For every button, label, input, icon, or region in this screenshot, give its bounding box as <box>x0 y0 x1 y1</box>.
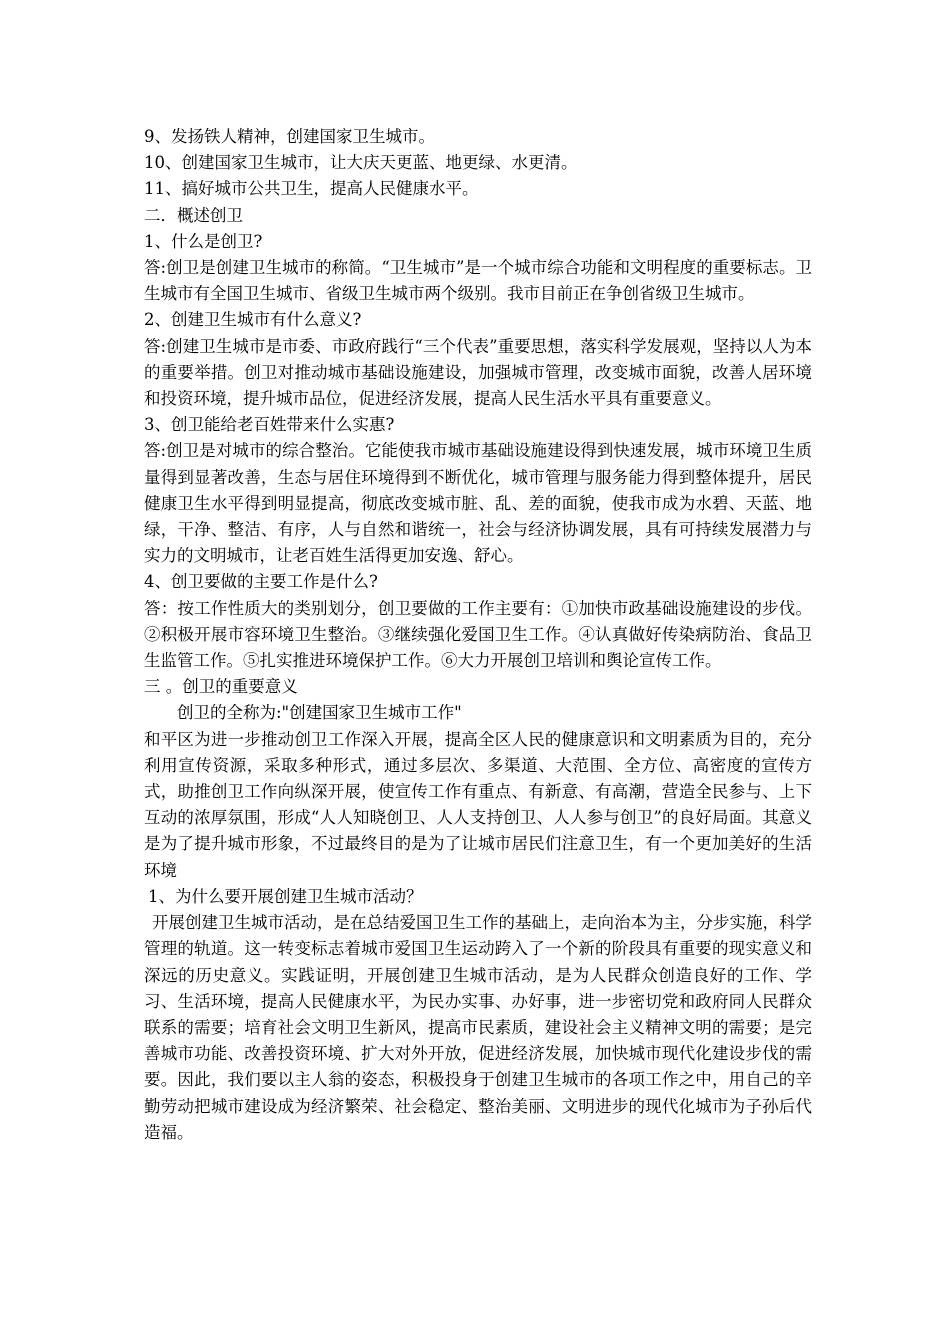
section-2-title: 二．概述创卫 <box>144 205 243 225</box>
section-3-title: 三 。创卫的重要意义 <box>144 677 298 697</box>
slogan-9: 9、发扬铁人精神，创建国家卫生城市。 <box>144 127 435 146</box>
slogan-11: 11、搞好城市公共卫生，提高人民健康水平。 <box>144 179 479 199</box>
slogan-10: 10、创建国家卫生城市，让大庆天更蓝、地更绿、水更清。 <box>144 153 578 173</box>
heping-paragraph: 和平区为进一步推动创卫工作深入开展，提高全区人民的健康意识和文明素质为目的，充分利用宣传资源，采取多种形式，通过多层次、多渠道、大范围、全方位、高密度的宣传方式，助推创卫工作向纵深开展，使宣传工作有重点、有新意、有高潮，营造全民参与、上下互动的浓厚氛围，形成“人人知晓创卫、人人支持创卫、人人参与创卫”的良好局面。其意义是为了提升城市形象，不过最终目的是为了让城市居民们注意卫生，有一个更加美好的生活环境 <box>144 729 812 880</box>
fullname-line: 创卫的全称为:"创建国家卫生城市工作" <box>177 703 462 723</box>
answer-4: 答：按工作性质大的类别划分，创卫要做的工作主要有：①加快市政基础设施建设的步伐。②积极开展市容环境卫生整治。③继续强化爱国卫生工作。④认真做好传染病防治、食品卫生监管工作。⑤扎实推进环境保护工作。⑥大力开展创卫培训和舆论宣传工作。 <box>144 598 812 671</box>
question-3: 3、创卫能给老百姓带来什么实惠? <box>144 415 395 435</box>
answer-2: 答:创建卫生城市是市委、市政府践行“三个代表”重要思想，落实科学发展观，坚持以人为本的重要举措。创卫对推动城市基础设施建设，加强城市管理，改变城市面貌，改善人居环境和投资环境，提升城市品位，促进经济发展，提高人民生活水平具有重要意义。 <box>144 336 812 409</box>
question-4: 4、创卫要做的主要工作是什么? <box>144 572 378 592</box>
answer-3: 答:创卫是对城市的综合整治。它能使我市城市基础设施建设得到快速发展，城市环境卫生质量得到显著改善，生态与居住环境得到不断优化，城市管理与服务能力得到整体提升，居民健康卫生水平得到明显提高，彻底改变城市脏、乱、差的面貌，使我市成为水碧、天蓝、地绿，干净、整洁、有序，人与自然和谐统一，社会与经济协调发展，具有可持续发展潜力与实力的文明城市，让老百姓生活得更加安逸、舒心。 <box>144 441 812 566</box>
question-1: 1、什么是创卫? <box>144 231 263 251</box>
question-2: 2、创建卫生城市有什么意义? <box>144 310 362 330</box>
answer-1: 答:创卫是创建卫生城市的称简。“卫生城市”是一个城市综合功能和文明程度的重要标志。卫生城市有全国卫生城市、省级卫生城市两个级别。我市目前正在争创省级卫生城市。 <box>144 258 812 304</box>
question-5: 1、为什么要开展创建卫生城市活动？ <box>148 886 423 906</box>
document-page <box>144 124 812 1146</box>
answer-5: 开展创建卫生城市活动，是在总结爱国卫生工作的基础上，走向治本为主，分步实施，科学管理的轨道。这一转变标志着城市爱国卫生运动跨入了一个新的阶段具有重要的现实意义和深远的历史意义。实践证明，开展创建卫生城市活动，是为人民群众创造良好的工作、学习、生活环境，提高人民健康水平，为民办实事、办好事，进一步密切党和政府同人民群众联系的需要；培育社会文明卫生新风，提高市民素质，建设社会主义精神文明的需要；是完善城市功能、改善投资环境、扩大对外开放，促进经济发展，加快城市现代化建设步伐的需要。因此，我们要以主人翁的姿态，积极投身于创建卫生城市的各项工作之中，用自己的辛勤劳动把城市建设成为经济繁荣、社会稳定、整治美丽、文明进步的现代化城市为子孙后代造福。 <box>144 913 812 1142</box>
